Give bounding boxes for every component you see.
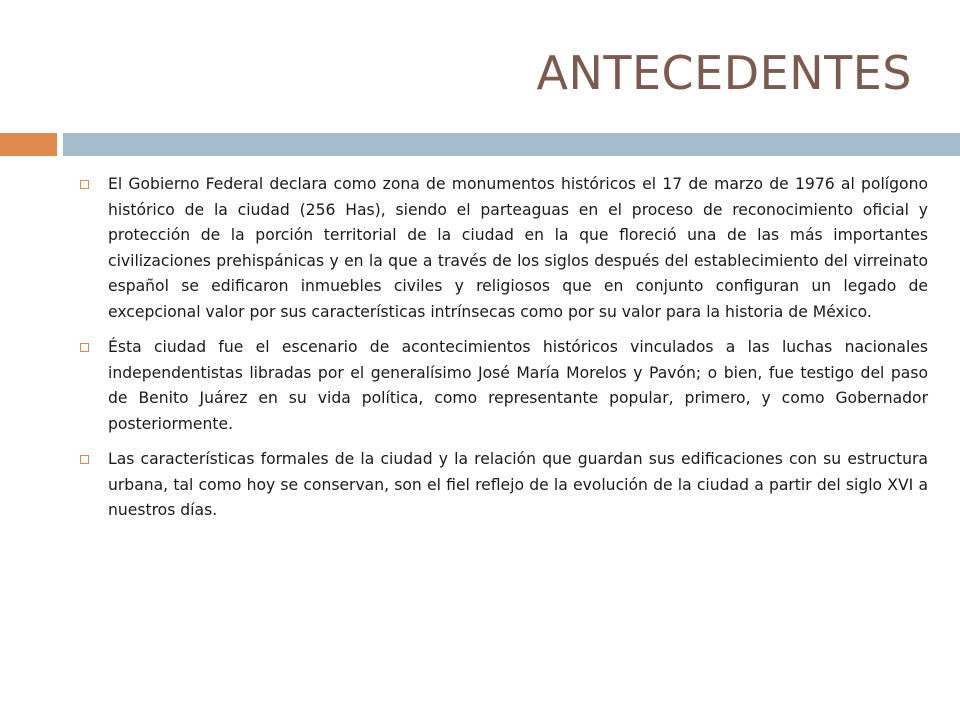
bullet-item [76,335,928,437]
bullet-text: Las características formales de la ciudad y la relación que guardan sus edificaciones con su estructura urbana, tal como hoy se conservan, son el fiel reflejo de la evolución de la ciudad a partir del siglo XVI a nuestros días. [108,450,928,519]
bullet-list [76,172,928,534]
bullet-text: Ésta ciudad fue el escenario de acontecimientos históricos vinculados a las luchas nacionales independentistas libradas por el generalísimo José María Morelos y Pavón; o bien, fue testigo del paso de Benito Juárez en su vida política, como representante popular, primero, y como Gobernador posteriormente. [108,338,928,433]
accent-bar [0,133,57,156]
bullet-item [76,172,928,325]
bullet-text: El Gobierno Federal declara como zona de monumentos históricos el 17 de marzo de 1976 al polígono histórico de la ciudad (256 Has), siendo el parteaguas en el proceso de reconocimiento oficial y protección de la porción territorial de la ciudad en la que floreció una de las más importantes civilizaciones prehispánicas y en la que a través de los siglos después del establecimiento del virreinato español se edificaron inmuebles civiles y religiosos que en conjunto configuran un legado de excepcional valor por sus características intrínsecas como por su valor para la historia de México. [108,175,928,321]
header-bar [63,133,960,156]
slide-title: ANTECEDENTES [536,46,912,100]
square-bullet-icon [80,343,89,352]
square-bullet-icon [80,180,89,189]
bullet-item [76,447,928,524]
square-bullet-icon [80,455,89,464]
